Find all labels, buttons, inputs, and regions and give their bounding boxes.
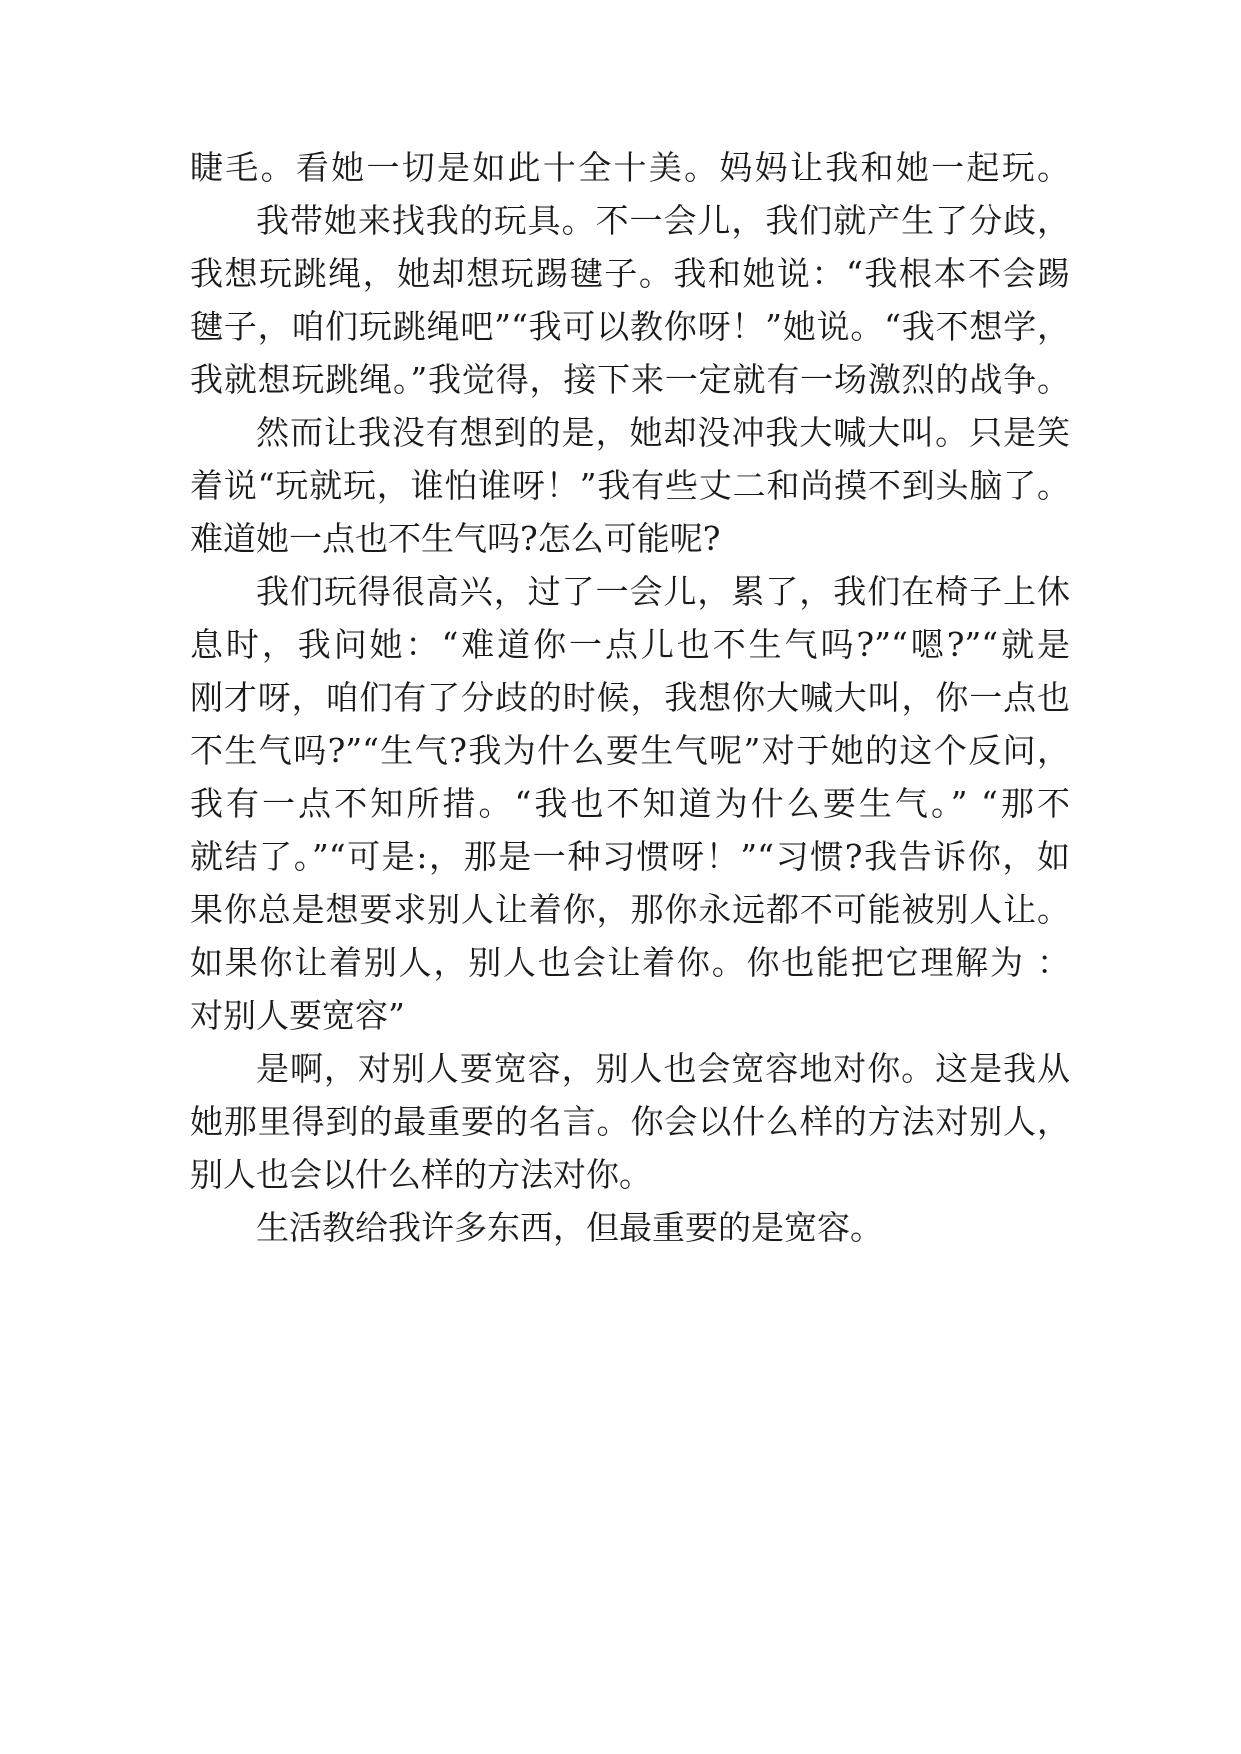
text-line: 睫毛。看她一切是如此十全十美。妈妈让我和她一起玩。 xyxy=(190,148,1070,187)
text-line: 息时，我问她：“难道你一点儿也不生气吗?”“嗯?”“就是 xyxy=(190,625,1070,664)
text-line: 难道她一点也不生气吗?怎么可能呢? xyxy=(190,519,721,558)
text-line: 是啊，对别人要宽容，别人也会宽容地对你。这是我从 xyxy=(256,1049,1070,1088)
text-line: 毽子，咱们玩跳绳吧”“我可以教你呀！”她说。“我不想学， xyxy=(190,307,1070,346)
text-line: 我想玩跳绳，她却想玩踢毽子。我和她说：“我根本不会踢 xyxy=(190,254,1070,293)
text-line: 我有一点不知所措。“我也不知道为什么要生气。” “那不 xyxy=(190,784,1070,823)
text-line: 果你总是想要求别人让着你，那你永远都不可能被别人让。 xyxy=(190,890,1070,929)
text-line: 我们玩得很高兴，过了一会儿，累了，我们在椅子上休 xyxy=(256,572,1070,611)
text-line: 生活教给我许多东西，但最重要的是宽容。 xyxy=(256,1208,883,1247)
text-line: 就结了。”“可是:，那是一种习惯呀！”“习惯?我告诉你，如 xyxy=(190,837,1070,876)
text-line: 不生气吗?”“生气?我为什么要生气呢”对于她的这个反问， xyxy=(190,731,1070,770)
text-line: 别人也会以什么样的方法对你。 xyxy=(190,1155,652,1194)
text-line: 我就想玩跳绳。”我觉得，接下来一定就有一场激烈的战争。 xyxy=(190,360,1070,399)
text-line: 她那里得到的最重要的名言。你会以什么样的方法对别人， xyxy=(190,1102,1070,1141)
text-line: 如果你让着别人，别人也会让着你。你也能把它理解为 ： xyxy=(190,943,1070,982)
text-line: 着说“玩就玩，谁怕谁呀！”我有些丈二和尚摸不到头脑了。 xyxy=(190,466,1070,505)
text-line: 刚才呀，咱们有了分歧的时候，我想你大喊大叫，你一点也 xyxy=(190,678,1070,717)
text-line: 然而让我没有想到的是，她却没冲我大喊大叫。只是笑 xyxy=(256,413,1070,452)
text-line: 对别人要宽容” xyxy=(190,996,405,1035)
text-line: 我带她来找我的玩具。不一会儿，我们就产生了分歧， xyxy=(256,201,1070,240)
